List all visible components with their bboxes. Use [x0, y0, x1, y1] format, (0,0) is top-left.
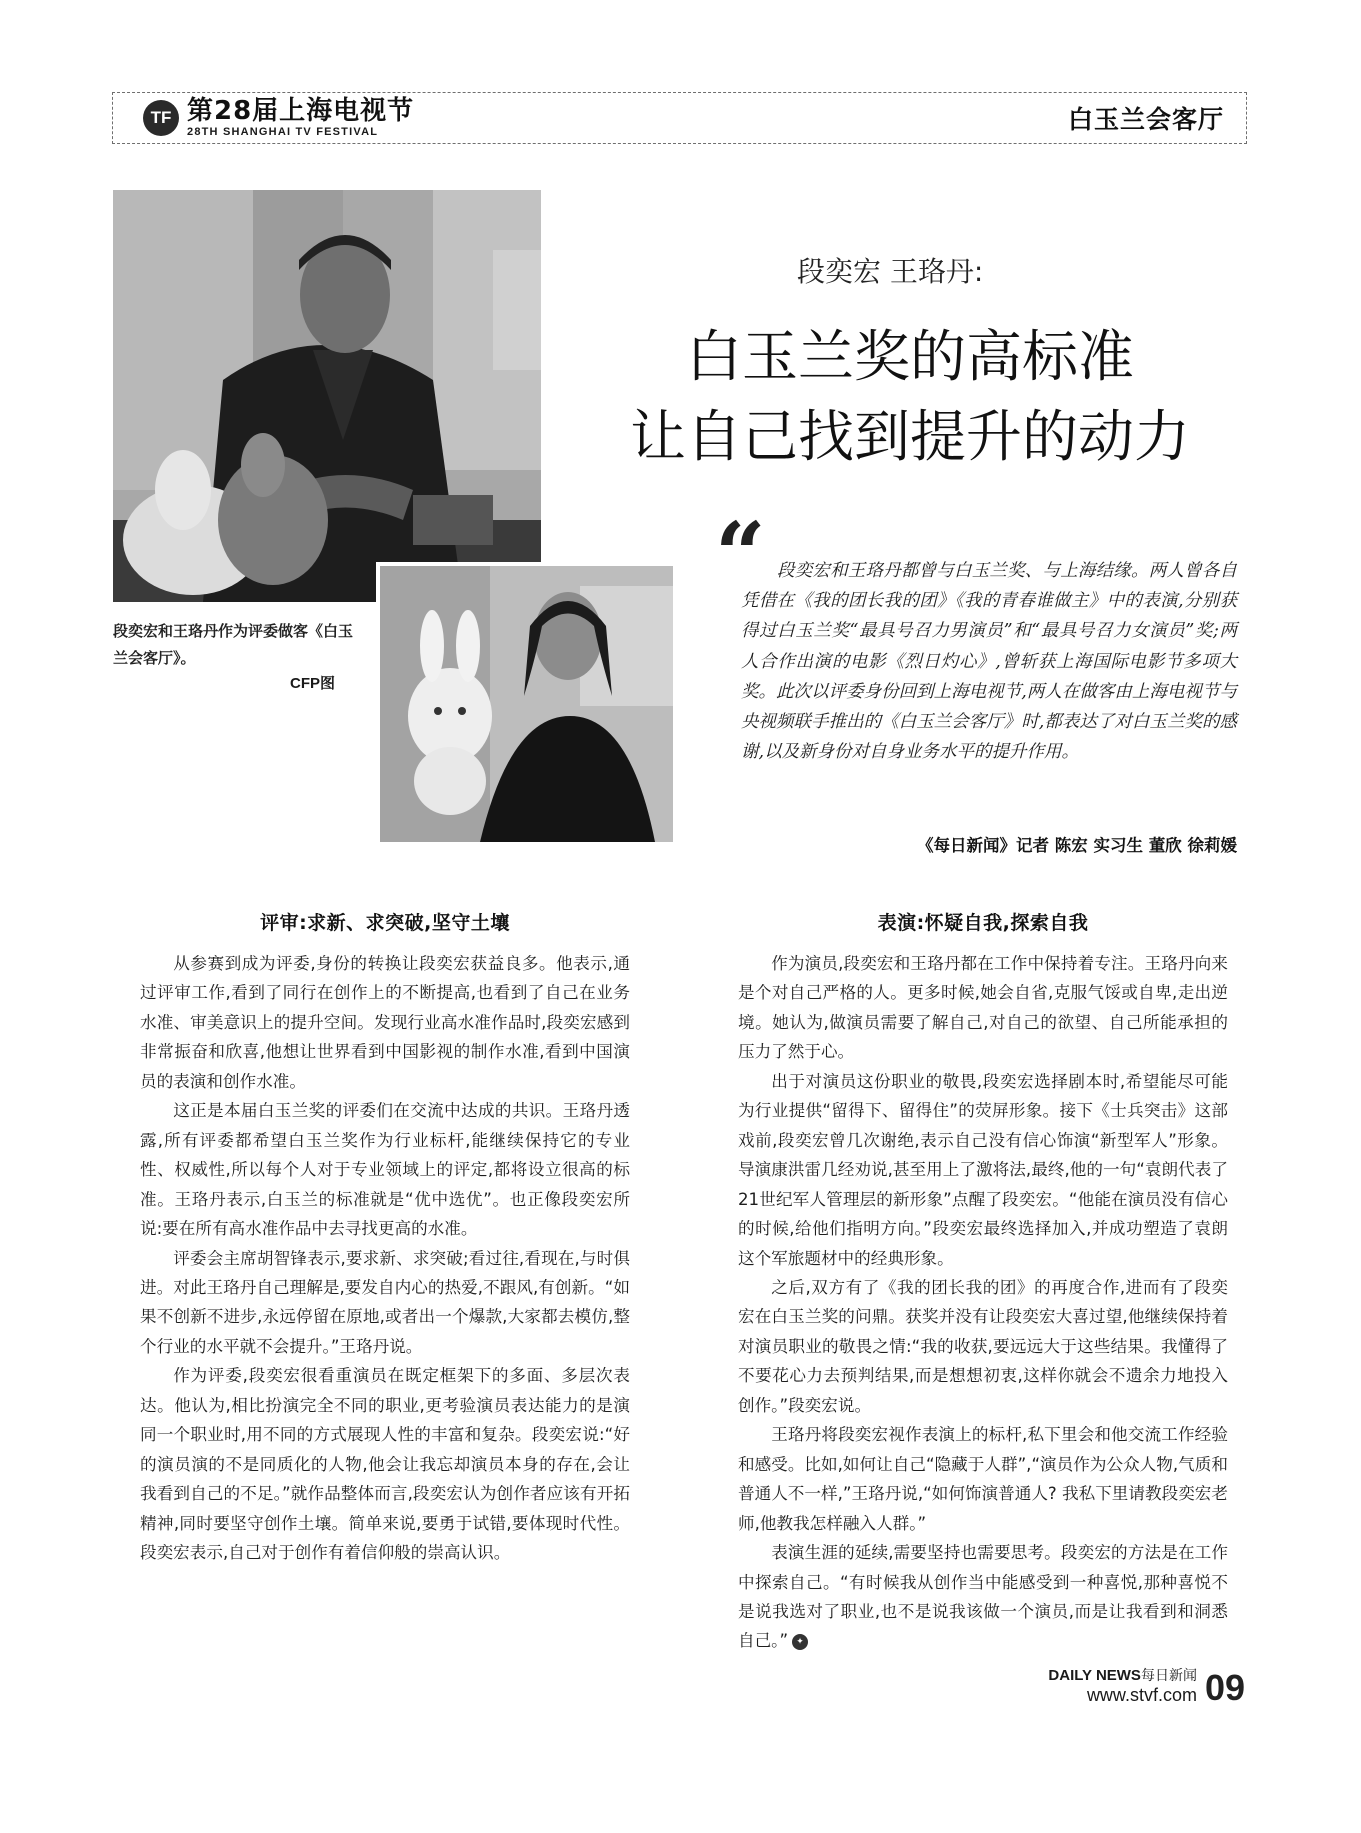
right-heading: 表演:怀疑自我,探索自我 [877, 912, 1089, 934]
footer-website: www.stvf.com [1086, 1685, 1197, 1705]
left-column [140, 908, 630, 1568]
right-paragraph-5 [738, 1538, 1228, 1656]
left-heading: 评审:求新、求突破,坚守土壤 [260, 912, 510, 934]
left-paragraph-3: 评委会主席胡智锋表示,要求新、求突破;看过往,看现在,与时俱进。对此王珞丹自己理解是,要发自内心的热爱,不跟风,有创新。“如果不创新不进步,永远停留在原地,或者出一个爆款,大家都去模仿,整个行业的水平就不会提升。”王珞丹说。 [140, 1248, 630, 1356]
quote-mark: “ [715, 502, 766, 606]
photo-duan-yihong [113, 190, 541, 602]
article-intro: 段奕宏和王珞丹都曾与白玉兰奖、与上海结缘。两人曾各自凭借在《我的团长我的团》《我的青春谁做主》中的表演,分别获得过白玉兰奖“最具号召力男演员”和“最具号召力女演员”奖;两人合作出演的电影《烈日灼心》,曾斩获上海国际电影节多项大奖。此次以评委身份回到上海电视节,两人在做客由上海电视节与央视频联手推出的《白玉兰会客厅》时,都表达了对白玉兰奖的感谢,以及新身份对自身业务水平的提升作用。 [741, 561, 1237, 763]
photo-wang-luodan [376, 562, 673, 842]
page-footer [1048, 1665, 1245, 1706]
footer-paper-name [1048, 1665, 1197, 1685]
article-byline: 《每日新闻》记者 陈宏 实习生 董欣 徐莉媛 [917, 836, 1237, 855]
page-number: 09 [1204, 1667, 1245, 1708]
festival-brand [143, 98, 414, 138]
photo-caption: 段奕宏和王珞丹作为评委做客《白玉兰会客厅》。 [113, 622, 354, 667]
left-paragraph-2: 这正是本届白玉兰奖的评委们在交流中达成的共识。王珞丹透露,所有评委都希望白玉兰奖作为行业标杆,能继续保持它的专业性、权威性,所以每个人对于专业领域上的评定,都将设立很高的标准。王珞丹表示,白玉兰的标准就是“优中选优”。也正像段奕宏所说:要在所有高水准作品中去寻找更高的水准。 [140, 1101, 630, 1239]
right-paragraph-1: 作为演员,段奕宏和王珞丹都在工作中保持着专注。王珞丹向来是个对自己严格的人。更多时候,她会自省,克服气馁或自卑,走出逆境。她认为,做演员需要了解自己,对自己的欲望、自己所能承担的压力了然于心。 [738, 954, 1228, 1062]
right-paragraph-5-text: 表演生涯的延续,需要坚持也需要思考。段奕宏的方法是在工作中探索自己。“有时候我从创作当中能感受到一种喜悦,那种喜悦不是说我选对了职业,也不是说我该做一个演员,而是让我看到和洞悉自己。” [738, 1543, 1228, 1651]
page-header [112, 92, 1247, 144]
left-paragraph-4: 作为评委,段奕宏很看重演员在既定框架下的多面、多层次表达。他认为,相比扮演完全不同的职业,更考验演员表达能力的是演同一个职业时,用不同的方式展现人性的丰富和复杂。段奕宏说:“好的演员演的不是同质化的人物,他会让我忘却演员本身的存在,会让我看到自己的不足。”就作品整体而言,段奕宏认为创作者应该有开拓精神,同时要坚守创作土壤。简单来说,要勇于试错,要体现时代性。段奕宏表示,自己对于创作有着信仰般的崇高认识。 [140, 1366, 630, 1563]
left-paragraph-1: 从参赛到成为评委,身份的转换让段奕宏获益良多。他表示,通过评审工作,看到了同行在创作上的不断提高,也看到了自己在业务水准、审美意识上的提升空间。发现行业高水准作品时,段奕宏感到非常振奋和欣喜,他想让世界看到中国影视的制作水准,看到中国演员的表演和创作水准。 [140, 954, 630, 1091]
right-paragraph-3: 之后,双方有了《我的团长我的团》的再度合作,进而有了段奕宏在白玉兰奖的问鼎。获奖并没有让段奕宏大喜过望,他继续保持着对演员职业的敬畏之情:“我的收获,要远远大于这些结果。我懂得了不要花心力去预判结果,而是想想初衷,这样你就会不遗余力地投入创作。”段奕宏说。 [738, 1277, 1228, 1415]
footer-paper-en: DAILY NEWS [1048, 1667, 1141, 1684]
end-mark-icon: ✦ [792, 1634, 808, 1650]
article-title [560, 318, 1260, 478]
article-kicker: 段奕宏 王珞丹: [797, 255, 984, 288]
festival-logo: TF [143, 100, 179, 136]
title-line-1: 白玉兰奖的高标准 [686, 325, 1134, 390]
title-line-2: 让自己找到提升的动力 [630, 405, 1190, 470]
right-paragraph-4: 王珞丹将段奕宏视作表演上的标杆,私下里会和他交流工作经验和感受。比如,如何让自己“隐藏于人群”,“演员作为公众人物,气质和普通人不一样,”王珞丹说,“如何饰演普通人? 我私下里请教段奕宏老师,他教我怎样融入人群。” [738, 1425, 1228, 1533]
photo-credit: CFP图 [290, 675, 336, 692]
section-label: 白玉兰会客厅 [1067, 105, 1224, 134]
right-column [738, 908, 1228, 1656]
right-paragraph-2: 出于对演员这份职业的敬畏,段奕宏选择剧本时,希望能尽可能为行业提供“留得下、留得住”的荧屏形象。接下《士兵突击》这部戏前,段奕宏曾几次谢绝,表示自己没有信心饰演“新型军人”形象。导演康洪雷几经劝说,甚至用上了激将法,最终,他的一句“袁朗代表了21世纪军人管理层的新形象”点醒了段奕宏。“他能在演员没有信心的时候,给他们指明方向。”段奕宏最终选择加入,并成功塑造了袁朗这个军旅题材中的经典形象。 [738, 1071, 1228, 1268]
photo-woman-illustration [380, 566, 673, 842]
photo-man-illustration [113, 190, 541, 602]
festival-name-en: 28TH SHANGHAI TV FESTIVAL [187, 126, 379, 138]
footer-paper-cn: 每日新闻 [1140, 1668, 1197, 1684]
festival-name-cn: 第28届上海电视节 [187, 96, 415, 126]
